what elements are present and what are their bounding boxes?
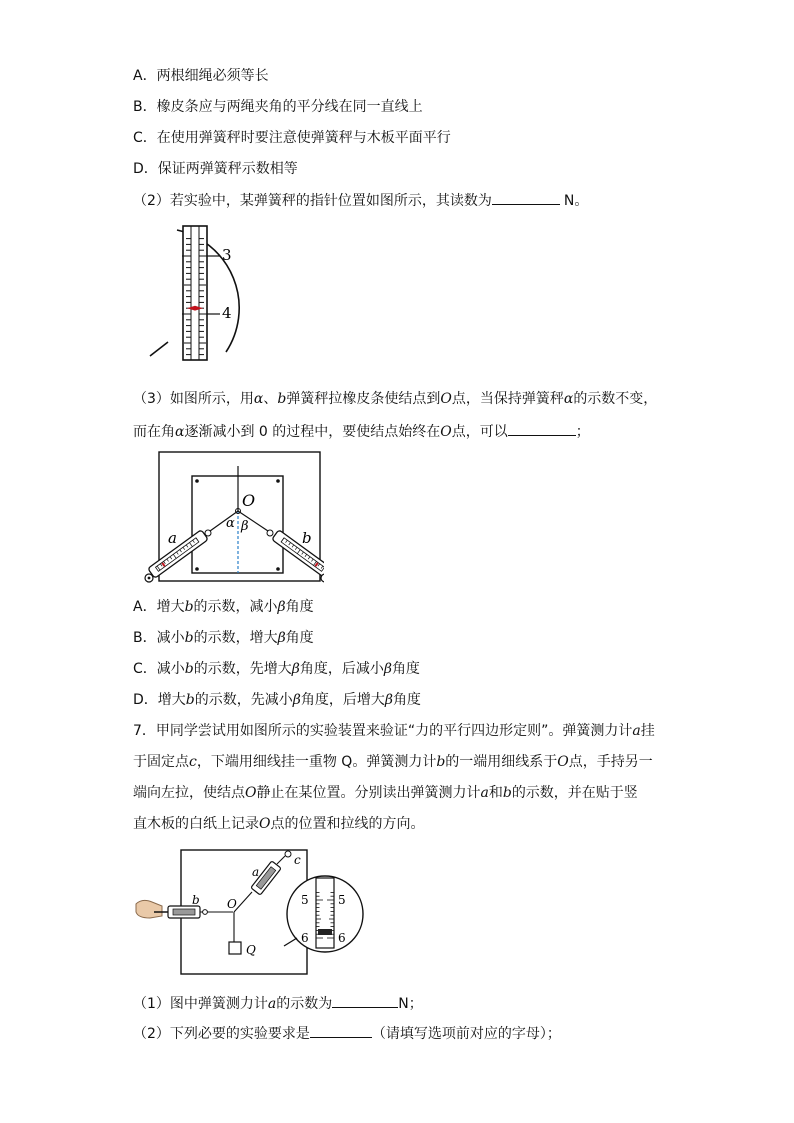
zoom-label-5-right: 5 — [338, 893, 346, 907]
scale-tube — [183, 226, 207, 360]
q6-part3-line2 — [133, 421, 590, 442]
text: 7．甲同学尝试用如图所示的实验装置来验证“力的平行四边形定则”。弹簧测力计 — [133, 723, 633, 739]
text: 和 — [488, 785, 503, 801]
text: 的示数，先减小 — [194, 692, 293, 708]
q6-part3-option-b — [133, 628, 314, 648]
text: 的示数不变， — [573, 391, 658, 407]
text: （2）下列必要的实验要求是 — [133, 1026, 310, 1042]
var-b: b — [184, 630, 194, 646]
var-beta: β — [277, 630, 286, 646]
q6-part3-option-a — [133, 597, 314, 617]
q7-line4 — [133, 814, 424, 834]
text: 的示数为 — [276, 996, 333, 1012]
var-o: O — [245, 785, 257, 801]
scale-label-4: 4 — [222, 304, 232, 322]
hook-b — [203, 910, 208, 915]
text: C．减小 — [133, 661, 185, 677]
q6-option-b: B．橡皮条应与两绳夹角的平分线在同一直线上 — [133, 99, 423, 115]
q6-option-d: D．保证两弹簧秤示数相等 — [133, 161, 298, 177]
q6-part3-option-c — [133, 659, 420, 679]
zoom-label-6-left: 6 — [301, 931, 309, 945]
q6-part2-unit: N。 — [563, 193, 589, 209]
q7-line2 — [133, 752, 653, 772]
var-a: a — [480, 785, 489, 801]
text: 角度 — [285, 599, 314, 615]
text: （3）如图所示，用 — [133, 391, 254, 407]
answer-blank[interactable] — [508, 421, 576, 436]
text: 的示数，并在贴于竖 — [511, 785, 638, 801]
answer-blank[interactable] — [332, 993, 398, 1008]
text: 点的位置和拉线的方向。 — [270, 816, 425, 832]
text: D．增大 — [133, 692, 186, 708]
text: 角度，后增大 — [300, 692, 385, 708]
var-b: b — [502, 785, 512, 801]
spring-scale-a — [148, 530, 208, 579]
var-beta: β — [277, 599, 286, 615]
text: 直木板的白纸上记录 — [133, 816, 259, 832]
label-o: O — [227, 897, 237, 911]
hook-b — [267, 530, 273, 536]
hook-a-string — [277, 856, 285, 864]
answer-blank[interactable] — [492, 190, 560, 205]
q7-line3 — [133, 783, 638, 803]
text: ； — [575, 424, 590, 440]
magnifier-pointer — [284, 938, 297, 946]
q6-part2-prefix: （2）若实验中，某弹簧秤的指针位置如图所示，其读数为 — [133, 193, 492, 209]
var-o: O — [557, 754, 569, 770]
q7-line1 — [133, 721, 655, 741]
fixed-point-c — [285, 851, 291, 857]
text: 点，手持另一 — [568, 754, 653, 770]
answer-blank[interactable] — [310, 1023, 372, 1038]
text: 的一端用细线系于 — [445, 754, 558, 770]
hand-icon — [136, 900, 162, 918]
text: 而在角 — [133, 424, 175, 440]
ring-b — [321, 574, 324, 582]
pin — [195, 567, 199, 571]
label-o: O — [242, 491, 256, 510]
spring-scale-gauge-figure — [146, 222, 256, 364]
var-a: a — [267, 996, 277, 1012]
var-beta: β — [292, 692, 301, 708]
text: A．增大 — [133, 599, 185, 615]
pin — [195, 479, 199, 483]
var-b: b — [185, 692, 195, 708]
outer-board — [159, 452, 320, 581]
pointer-marker — [318, 929, 332, 935]
var-beta: β — [383, 661, 392, 677]
text: 、 — [263, 391, 278, 407]
label-b: b — [302, 529, 312, 547]
label-c: c — [294, 853, 301, 867]
scale-label-3: 3 — [222, 246, 232, 264]
var-alpha: α — [563, 391, 574, 407]
var-o: O — [440, 424, 452, 440]
q7-part1 — [133, 993, 423, 1014]
scale-a-zoom-tube — [316, 878, 334, 948]
var-alpha: α — [175, 424, 185, 440]
q7-part2 — [133, 1023, 561, 1044]
var-o: O — [440, 391, 452, 407]
text: （1）图中弹簧测力计 — [133, 996, 268, 1012]
q6-option-c: C．在使用弹簧秤时要注意使弹簧秤与木板平面平行 — [133, 130, 451, 146]
text: 角度 — [391, 661, 420, 677]
text: 的示数，减小 — [193, 599, 278, 615]
q7-apparatus-figure — [134, 846, 364, 978]
text: N； — [398, 996, 423, 1012]
magnifier-handle — [150, 342, 168, 356]
q6-part3-line1 — [133, 389, 657, 409]
var-b: b — [184, 599, 194, 615]
text: B．减小 — [133, 630, 185, 646]
text: 端向左拉，使结点 — [133, 785, 245, 801]
label-q: Q — [246, 943, 256, 957]
zoom-label-6-right: 6 — [338, 931, 346, 945]
var-b: b — [277, 391, 287, 407]
var-beta: β — [384, 692, 393, 708]
q6-part2-question — [133, 190, 588, 211]
text: ，下端用细线挂一重物 Q。弹簧测力计 — [196, 754, 437, 770]
var-alpha: α — [253, 391, 264, 407]
text: 弹簧秤拉橡皮条使结点到 — [286, 391, 441, 407]
label-beta: β — [241, 519, 249, 534]
label-alpha: α — [226, 516, 235, 531]
var-b: b — [184, 661, 194, 677]
spring-scale-b-slot — [173, 909, 195, 915]
text: 的示数，增大 — [193, 630, 278, 646]
text: 点，可以 — [451, 424, 508, 440]
pin — [276, 479, 280, 483]
text: 于固定点 — [133, 754, 189, 770]
text: （请填写选项前对应的字母）； — [371, 1026, 561, 1042]
q6-part3-option-d — [133, 690, 421, 710]
text: 点，当保持弹簧秤 — [451, 391, 564, 407]
board-experiment-figure — [142, 451, 324, 586]
text: 挂 — [640, 723, 655, 739]
text: 静止在某位置。分别读出弹簧测力计 — [256, 785, 481, 801]
text: 的示数，先增大 — [193, 661, 292, 677]
text: 逐渐减小到 0 的过程中，要使结点始终在 — [184, 424, 441, 440]
spring-scale-b — [272, 530, 324, 579]
var-b: b — [436, 754, 446, 770]
label-a: a — [252, 865, 260, 879]
label-b: b — [192, 893, 200, 907]
var-a: a — [632, 723, 641, 739]
var-beta: β — [291, 661, 300, 677]
pin — [276, 567, 280, 571]
ring-a-center — [148, 577, 151, 580]
text: 角度 — [285, 630, 314, 646]
hook-a — [205, 530, 211, 536]
var-c: c — [189, 754, 197, 770]
text: 角度 — [392, 692, 421, 708]
weight-q — [229, 942, 241, 954]
zoom-label-5-left: 5 — [301, 893, 309, 907]
var-o: O — [259, 816, 271, 832]
q6-option-a: A．两根细绳必须等长 — [133, 68, 269, 84]
label-a: a — [168, 529, 177, 547]
text: 角度，后减小 — [299, 661, 384, 677]
